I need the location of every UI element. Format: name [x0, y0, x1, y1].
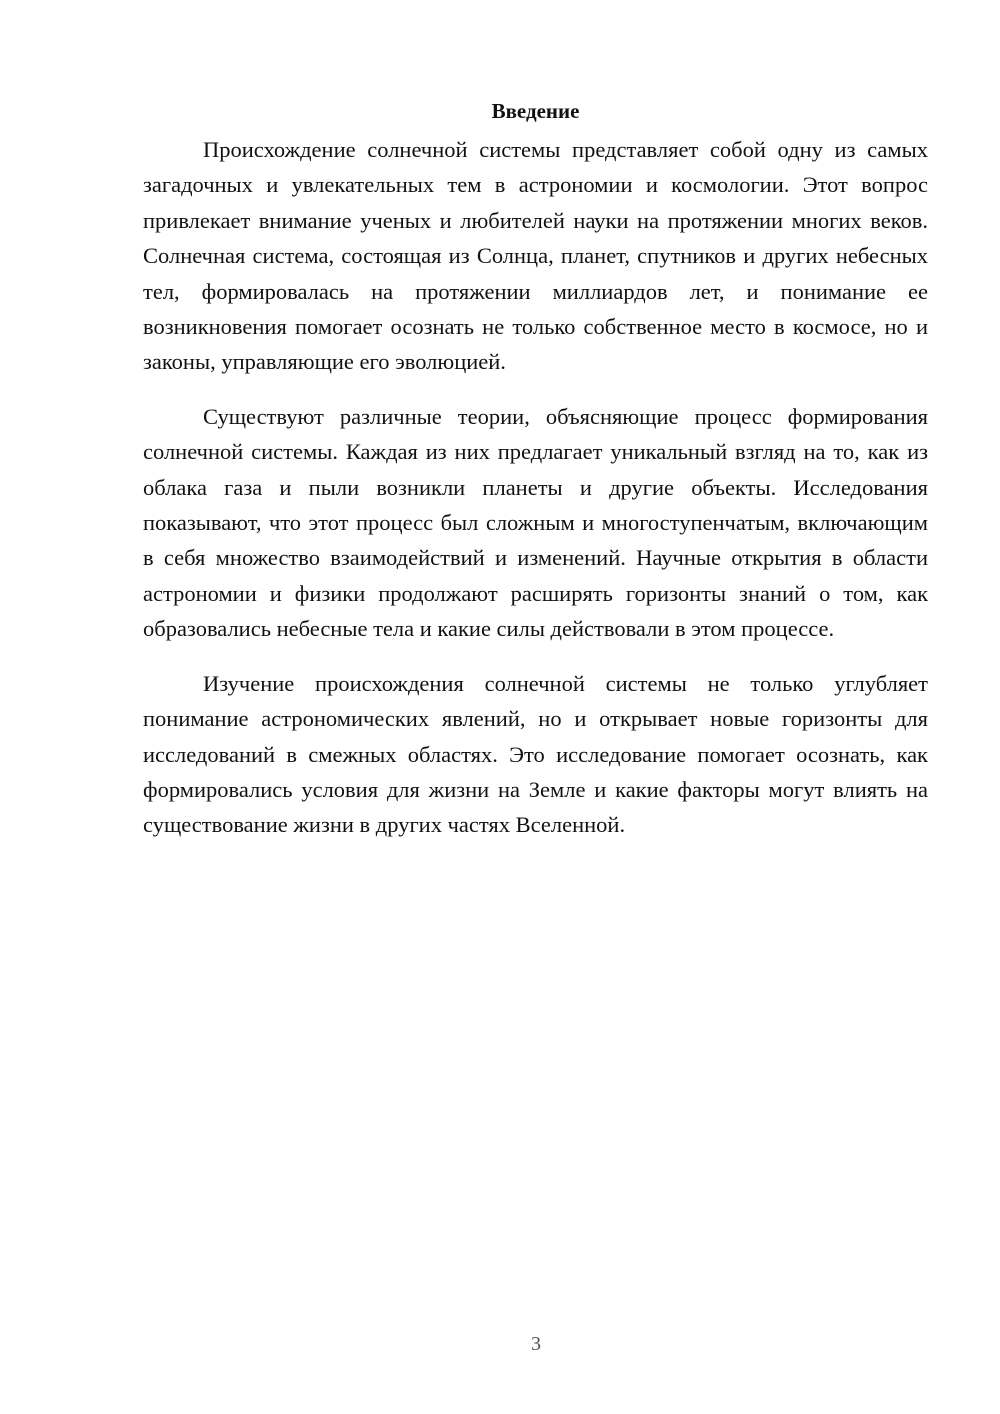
- paragraph-3: Изучение происхождения солнечной системы не только углубляет понимание астрономических явлений, но и открывает новые горизонты для исследований в смежных областях. Это исследование помогает осознать, как формировались условия для жизни на Земле и какие факторы могут влиять на существование жизни в других частях Вселенной.: [143, 670, 928, 838]
- section-title: Введение: [491, 99, 580, 123]
- paragraph-2: Существуют различные теории, объясняющие процесс формирования солнечной системы. Каждая из них предлагает уникальный взгляд на то, как из облака газа и пыли возникли планеты и другие объекты. Исследования показывают, что этот процесс был сложным и многоступенчатым, включающим в себя множество взаимодействий и изменений. Научные открытия в области астрономии и физики продолжают расширять горизонты знаний о том, как образовались небесные тела и какие силы действовали в этом процессе.: [143, 403, 928, 642]
- page-content: [143, 96, 928, 862]
- page-number: 3: [531, 1333, 541, 1355]
- paragraph-1: Происхождение солнечной системы представляет собой одну из самых загадочных и увлекательных тем в астрономии и космологии. Этот вопрос привлекает внимание ученых и любителей науки на протяжении многих веков. Солнечная система, состоящая из Солнца, планет, спутников и других небесных тел, формировалась на протяжении миллиардов лет, и понимание ее возникновения помогает осознать не только собственное место в космосе, но и законы, управляющие его эволюцией.: [143, 137, 928, 375]
